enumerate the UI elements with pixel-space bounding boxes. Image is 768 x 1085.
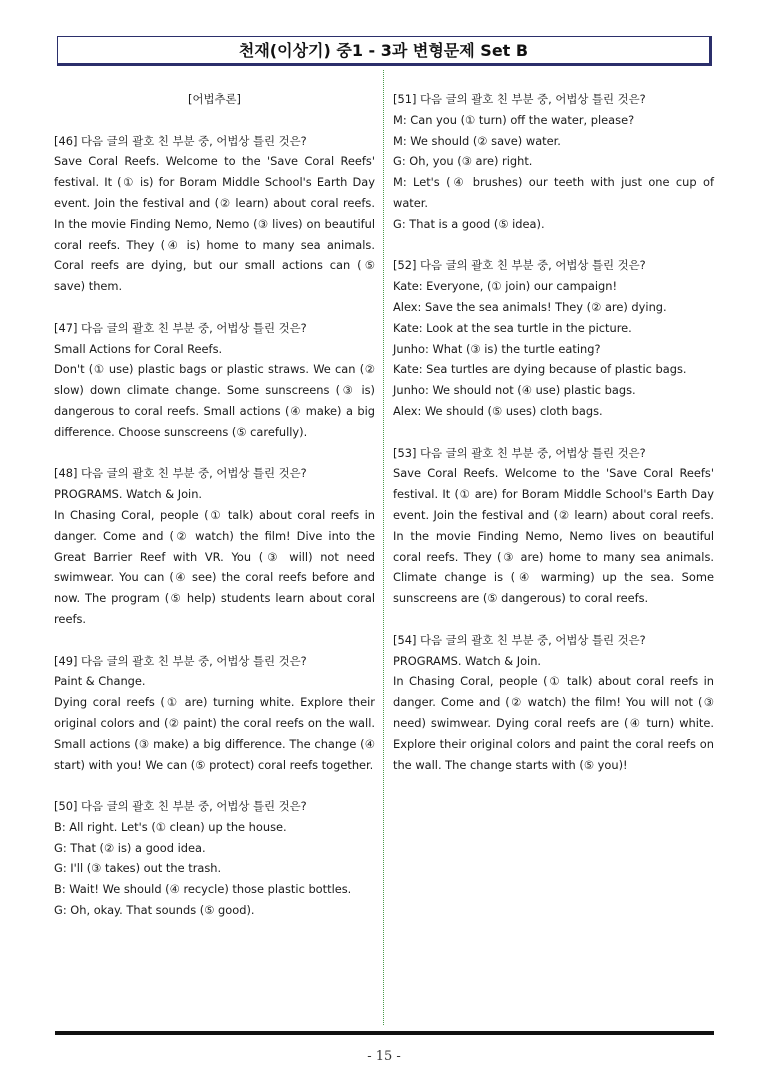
question-text: M: Can you (① turn) off the water, please? — [393, 112, 635, 127]
question-text: M: Let's (④ brushes) our teeth with just one cup of water. — [393, 175, 714, 210]
question-stem: [51] 다음 글의 괄호 친 부분 중, 어법상 틀린 것은? — [393, 92, 646, 106]
question-stem: [52] 다음 글의 괄호 친 부분 중, 어법상 틀린 것은? — [393, 258, 646, 273]
question-block — [54, 131, 375, 297]
question-stem: [54] 다음 글의 괄호 친 부분 중, 어법상 틀린 것은? — [393, 632, 646, 647]
right-question-list — [393, 89, 714, 775]
question-text: M: We should (② save) water. — [393, 133, 561, 148]
question-text: B: Wait! We should (④ recycle) those plastic bottles. — [54, 882, 352, 897]
question-text: Paint & Change. — [54, 674, 146, 689]
footer-rule — [55, 1031, 714, 1035]
left-question-list — [54, 131, 375, 921]
question-text: G: Oh, you (③ are) right. — [393, 154, 533, 169]
question-text: PROGRAMS. Watch & Join. — [393, 653, 542, 668]
question-text: Dying coral reefs (① are) turning white. Explore their original colors and (② paint) the coral reefs on the wall. Small actions (③ make) a big difference. The change (④ start) with you! We can (⑤ protect) coral reefs together. — [54, 695, 375, 772]
question-block — [54, 796, 375, 921]
question-stem: [47] 다음 글의 괄호 친 부분 중, 어법상 틀린 것은? — [54, 320, 307, 335]
question-text: PROGRAMS. Watch & Join. — [54, 487, 203, 502]
question-block — [54, 318, 375, 443]
column-divider — [383, 70, 384, 1025]
question-stem: [48] 다음 글의 괄호 친 부분 중, 어법상 틀린 것은? — [54, 466, 307, 481]
question-text: Kate: Sea turtles are dying because of plastic bags. — [393, 362, 687, 377]
question-text: Junho: We should not (④ use) plastic bags. — [393, 383, 636, 398]
page-number: - 15 - — [367, 1049, 401, 1064]
question-text: Kate: Everyone, (① join) our campaign! — [393, 279, 618, 294]
question-text: G: Oh, okay. That sounds (⑤ good). — [54, 903, 255, 918]
question-text: In Chasing Coral, people (① talk) about coral reefs in danger. Come and (② watch) the film! You will not (③ need) swimwear. Dying coral reefs are (④ turn) white. Explore their original colors and paint the coral reefs on the wall. The change starts with (⑤ you)! — [393, 674, 714, 772]
section-tag: [어법추론] — [188, 92, 241, 106]
question-block — [54, 463, 375, 629]
page-title: 천재(이상기) 중1 - 3과 변형문제 Set B — [57, 36, 712, 66]
question-text: Kate: Look at the sea turtle in the picture. — [393, 320, 632, 335]
question-block — [54, 651, 375, 776]
question-stem: [49] 다음 글의 괄호 친 부분 중, 어법상 틀린 것은? — [54, 653, 307, 668]
question-stem: [46] 다음 글의 괄호 친 부분 중, 어법상 틀린 것은? — [54, 133, 307, 148]
question-block — [393, 255, 714, 421]
question-text: Junho: What (③ is) the turtle eating? — [393, 341, 601, 356]
question-text: Small Actions for Coral Reefs. — [54, 341, 223, 356]
right-column — [393, 89, 714, 796]
question-text: G: That (② is) a good idea. — [54, 840, 206, 855]
left-column — [54, 89, 375, 942]
question-stem: [53] 다음 글의 괄호 친 부분 중, 어법상 틀린 것은? — [393, 445, 646, 460]
question-block — [393, 630, 714, 776]
question-text: B: All right. Let's (① clean) up the house. — [54, 819, 287, 834]
question-text: In Chasing Coral, people (① talk) about coral reefs in danger. Come and (② watch) the film! Dive into the Great Barrier Reef with VR. You (③ will) not need swimwear. You can (④ see) the coral reefs before and now. The program (⑤ help) students learn about coral reefs. — [54, 507, 375, 626]
question-text: Save Coral Reefs. Welcome to the 'Save Coral Reefs' festival. It (① are) for Boram Middle School's Earth Day event. Join the festival and (② learn) about coral reefs. In the movie Finding Nemo, Nemo lives on beautiful coral reefs. They (③ are) home to many sea animals. Climate change is (④ warming) up the sea. Some sunscreens are (⑤ dangerous) to coral reefs. — [393, 466, 714, 606]
question-block — [393, 443, 714, 609]
question-block — [393, 89, 714, 235]
question-text: Don't (① use) plastic bags or plastic straws. We can (② slow) down climate change. Some sunscreens (③ is) dangerous to coral reefs. Small actions (④ make) a big difference. Choose sunscreens (⑤ carefully). — [54, 362, 375, 439]
question-text: Alex: We should (⑤ uses) cloth bags. — [393, 403, 603, 418]
question-text: Save Coral Reefs. Welcome to the 'Save Coral Reefs' festival. It (① is) for Boram Middle School's Earth Day event. Join the festival and (② learn) about coral reefs. In the movie Finding Nemo, Nemo (③ lives) on beautiful coral reefs. They (④ is) home to many sea animals. Coral reefs are dying, but our small actions can (⑤ save) them. — [54, 154, 375, 294]
question-text: Alex: Save the sea animals! They (② are) dying. — [393, 299, 667, 314]
question-text: G: That is a good (⑤ idea). — [393, 216, 545, 231]
question-stem: [50] 다음 글의 괄호 친 부분 중, 어법상 틀린 것은? — [54, 799, 307, 814]
question-text: G: I'll (③ takes) out the trash. — [54, 861, 222, 876]
